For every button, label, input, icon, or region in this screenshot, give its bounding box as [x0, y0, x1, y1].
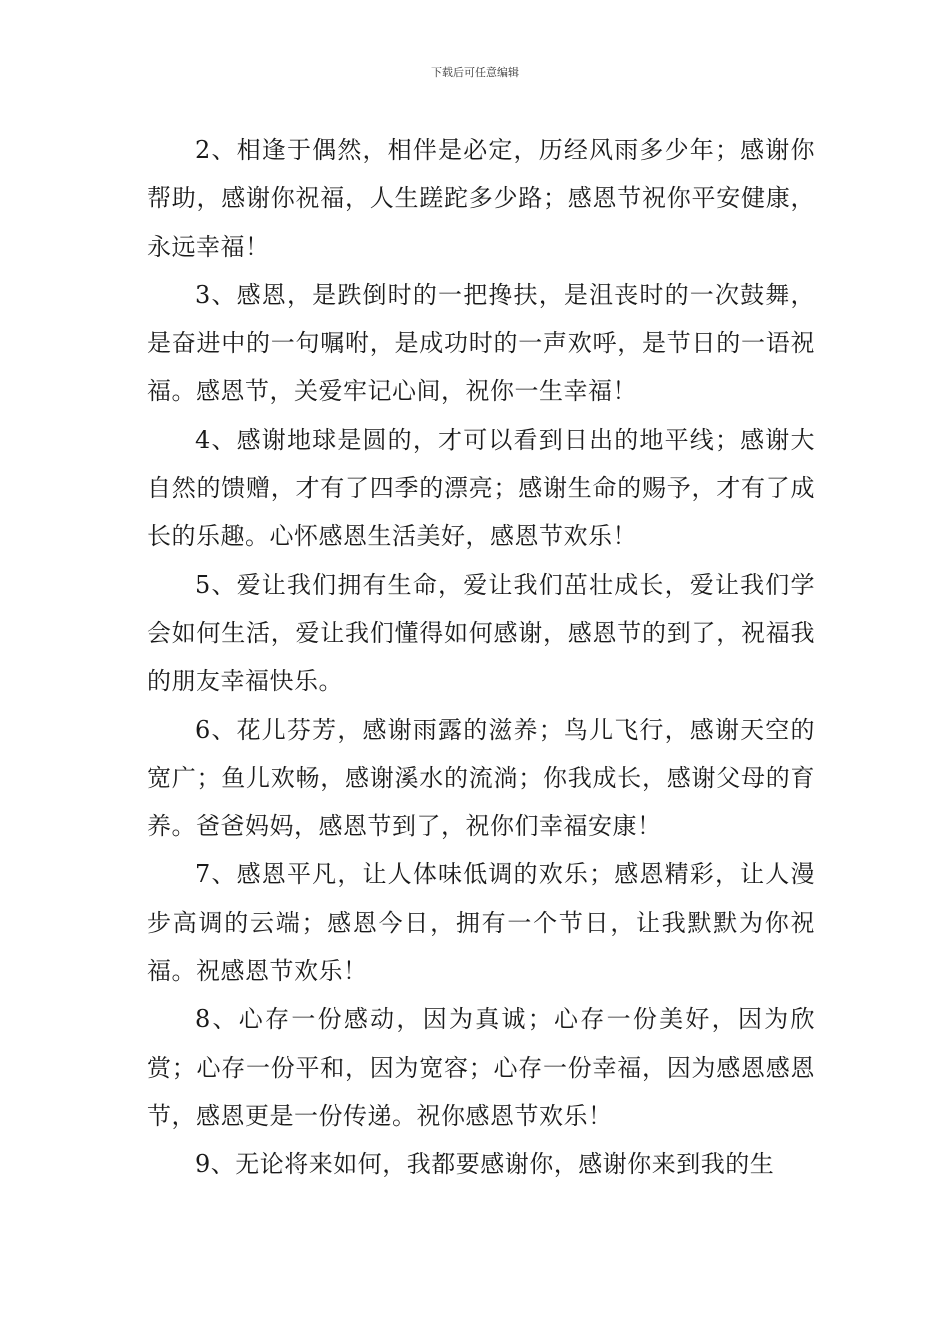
paragraph-2: 2、相逢于偶然，相伴是必定，历经风雨多少年；感谢你帮助，感谢你祝福，人生蹉跎多少路；感恩节祝你平安健康，永远幸福！ [147, 136, 815, 261]
header-note: 下载后可任意编辑 [431, 66, 519, 79]
paragraph-4: 4、感谢地球是圆的，才可以看到日出的地平线；感谢大自然的馈赠，才有了四季的漂亮；感谢生命的赐予，才有了成长的乐趣。心怀感恩生活美好，感恩节欢乐！ [147, 425, 815, 551]
paragraph-5: 5、爱让我们拥有生命，爱让我们茁壮成长，爱让我们学会如何生活，爱让我们懂得如何感谢，感恩节的到了，祝福我的朋友幸福快乐。 [147, 570, 815, 696]
paragraph-8: 8、心存一份感动，因为真诚；心存一份美好，因为欣赏；心存一份平和，因为宽容；心存一份幸福，因为感恩感恩节，感恩更是一份传递。祝你感恩节欢乐！ [147, 1005, 815, 1130]
paragraph-9: 9、无论将来如何，我都要感谢你，感谢你来到我的生 [195, 1150, 775, 1179]
paragraph-7: 7、感恩平凡，让人体味低调的欢乐；感恩精彩，让人漫步高调的云端；感恩今日，拥有一个节日，让我默默为你祝福。祝感恩节欢乐！ [147, 860, 815, 986]
paragraph-3: 3、感恩，是跌倒时的一把搀扶，是沮丧时的一次鼓舞，是奋进中的一句嘱咐，是成功时的一声欢呼，是节日的一语祝福。感恩节，关爱牢记心间，祝你一生幸福！ [147, 280, 815, 406]
document-body [147, 126, 815, 1189]
paragraph-6: 6、花儿芬芳，感谢雨露的滋养；鸟儿飞行，感谢天空的宽广；鱼儿欢畅，感谢溪水的流淌；你我成长，感谢父母的育养。爸爸妈妈，感恩节到了，祝你们幸福安康！ [147, 715, 815, 841]
